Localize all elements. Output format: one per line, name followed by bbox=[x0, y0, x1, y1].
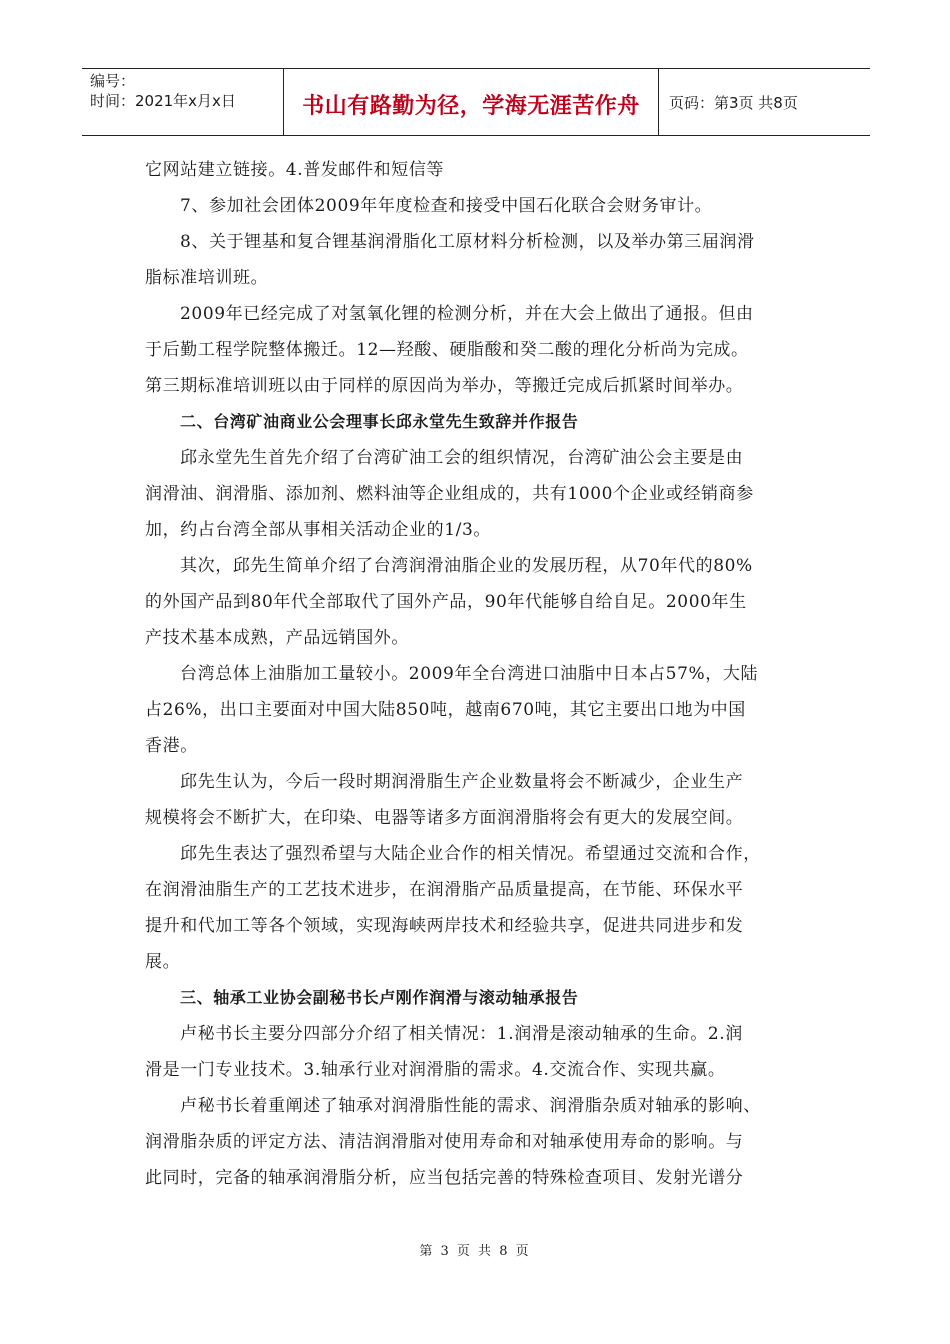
body-line: 展。 bbox=[145, 952, 181, 972]
body-line: 提升和代加工等各个领域，实现海峡两岸技术和经验共享，促进共同进步和发 bbox=[145, 916, 744, 936]
header-meta-cell bbox=[82, 69, 284, 135]
document-date: 时间：2021年x月x日 bbox=[90, 92, 236, 110]
body-line: 产技术基本成熟，产品远销国外。 bbox=[145, 628, 409, 648]
section-heading: 二、台湾矿油商业公会理事长邱永堂先生致辞并作报告 bbox=[180, 412, 579, 431]
body-line: 脂标准培训班。 bbox=[145, 268, 269, 288]
body-line: 加，约占台湾全部从事相关活动企业的1/3。 bbox=[145, 520, 491, 540]
body-line: 卢秘书长主要分四部分介绍了相关情况：1.润滑是滚动轴承的生命。2.润 bbox=[180, 1024, 743, 1044]
body-line: 邱先生认为，今后一段时期润滑脂生产企业数量将会不断减少，企业生产 bbox=[180, 772, 744, 792]
header-table bbox=[82, 68, 870, 136]
body-line: 它网站建立链接。4.普发邮件和短信等 bbox=[145, 160, 445, 180]
body-line: 占26%，出口主要面对中国大陆850吨，越南670吨，其它主要出口地为中国 bbox=[145, 700, 746, 720]
document-number: 编号： bbox=[90, 72, 136, 90]
body-line: 卢秘书长着重阐述了轴承对润滑脂性能的需求、润滑脂杂质对轴承的影响、 bbox=[180, 1096, 761, 1116]
body-line: 香港。 bbox=[145, 736, 198, 756]
body-line: 的外国产品到80年代全部取代了国外产品，90年代能够自给自足。2000年生 bbox=[145, 592, 747, 612]
body-line: 于后勤工程学院整体搬迁。12—羟酸、硬脂酸和癸二酸的理化分析尚为完成。 bbox=[145, 340, 749, 360]
document-body bbox=[145, 152, 815, 1196]
body-line: 此同时，完备的轴承润滑脂分析，应当包括完善的特殊检查项目、发射光谱分 bbox=[145, 1168, 744, 1188]
section-heading: 三、轴承工业协会副秘书长卢刚作润滑与滚动轴承报告 bbox=[180, 988, 579, 1007]
body-line: 润滑油、润滑脂、添加剂、燃料油等企业组成的，共有1000个企业或经销商参 bbox=[145, 484, 754, 504]
header-motto: 书山有路勤为径，学海无涯苦作舟 bbox=[284, 69, 659, 135]
body-line: 2009年已经完成了对氢氧化锂的检测分析，并在大会上做出了通报。但由 bbox=[180, 304, 754, 324]
body-line: 8、关于锂基和复合锂基润滑脂化工原材料分析检测，以及举办第三届润滑 bbox=[180, 232, 755, 252]
body-line: 润滑脂杂质的评定方法、清洁润滑脂对使用寿命和对轴承使用寿命的影响。与 bbox=[145, 1132, 744, 1152]
body-line: 7、参加社会团体2009年年度检查和接受中国石化联合会财务审计。 bbox=[180, 196, 713, 216]
body-line: 滑是一门专业技术。3.轴承行业对润滑脂的需求。4.交流合作、实现共赢。 bbox=[145, 1060, 726, 1080]
page-footer: 第 3 页 共 8 页 bbox=[419, 1244, 531, 1259]
body-line: 台湾总体上油脂加工量较小。2009年全台湾进口油脂中日本占57%，大陆 bbox=[180, 664, 759, 684]
header-page-number: 页码：第3页 共8页 bbox=[669, 93, 798, 112]
body-line: 邱永堂先生首先介绍了台湾矿油工会的组织情况，台湾矿油公会主要是由 bbox=[180, 448, 744, 468]
body-line: 第三期标准培训班以由于同样的原因尚为举办，等搬迁完成后抓紧时间举办。 bbox=[145, 376, 744, 396]
body-line: 在润滑油脂生产的工艺技术进步，在润滑脂产品质量提高，在节能、环保水平 bbox=[145, 880, 744, 900]
body-line: 其次，邱先生简单介绍了台湾润滑油脂企业的发展历程，从70年代的80% bbox=[180, 556, 753, 576]
body-line: 邱先生表达了强烈希望与大陆企业合作的相关情况。希望通过交流和合作， bbox=[180, 844, 761, 864]
body-line: 规模将会不断扩大，在印染、电器等诸多方面润滑脂将会有更大的发展空间。 bbox=[145, 808, 744, 828]
